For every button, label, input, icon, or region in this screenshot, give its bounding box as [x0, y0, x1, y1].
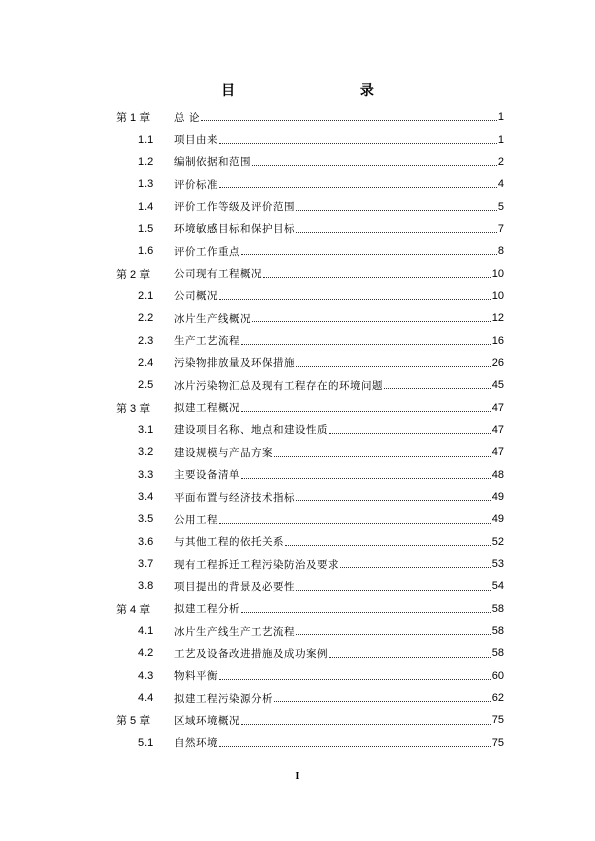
toc-title: 目 录 [221, 83, 434, 99]
toc-section-entry[interactable] [116, 508, 504, 530]
toc-entry-number: 2.5 [138, 379, 154, 392]
toc-section-entry[interactable] [116, 732, 504, 754]
toc-entry-title: 冰片生产线生产工艺流程 [174, 625, 295, 638]
toc-entry-number: 3.8 [138, 580, 154, 593]
toc-entry-number: 4.4 [138, 692, 154, 705]
toc-entry-number: 1.2 [138, 155, 154, 168]
dot-leader [252, 164, 497, 166]
toc-entry-number: 2.1 [138, 289, 154, 302]
toc-entry-page: 26 [491, 356, 504, 369]
toc-entry-page: 48 [491, 468, 504, 481]
toc-entry-title: 与其他工程的依托关系 [174, 536, 284, 549]
toc-entry-number: 3.2 [138, 446, 154, 459]
toc-entry-page: 49 [491, 491, 504, 504]
toc-entry-title: 物料平衡 [174, 670, 218, 683]
toc-entry-number: 第 3 章 [116, 402, 151, 415]
toc-list [116, 106, 504, 754]
page-number: I [295, 771, 300, 782]
toc-section-entry[interactable] [116, 687, 504, 709]
toc-entry-page: 47 [491, 401, 504, 414]
toc-entry-number: 3.6 [138, 535, 154, 548]
toc-entry-page: 58 [491, 602, 504, 615]
toc-entry-page: 45 [491, 379, 504, 392]
toc-entry-number: 2.2 [138, 312, 154, 325]
toc-entry-page: 47 [491, 446, 504, 459]
dot-leader [252, 320, 491, 322]
dot-leader [340, 566, 491, 568]
toc-section-entry[interactable] [116, 151, 504, 173]
toc-chapter-entry[interactable] [116, 396, 504, 418]
toc-entry-page: 8 [497, 245, 504, 258]
toc-entry-number: 4.1 [138, 625, 154, 638]
toc-entry-page: 7 [497, 222, 504, 235]
dot-leader [241, 723, 491, 725]
toc-entry-title: 评价工作等级及评价范围 [174, 201, 295, 214]
toc-chapter-entry[interactable] [116, 709, 504, 731]
toc-section-entry[interactable] [116, 307, 504, 329]
toc-entry-title: 评价标准 [174, 178, 218, 191]
toc-entry-title: 项目提出的背景及必要性 [174, 580, 295, 593]
toc-entry-title: 污染物排放量及环保措施 [174, 357, 295, 370]
dot-leader [241, 410, 491, 412]
toc-section-entry[interactable] [116, 575, 504, 597]
toc-entry-number: 1.6 [138, 245, 154, 258]
toc-entry-number: 第 1 章 [116, 112, 151, 125]
toc-entry-page: 53 [491, 558, 504, 571]
toc-entry-title: 项目由来 [174, 134, 218, 147]
toc-entry-page: 52 [491, 535, 504, 548]
toc-entry-title: 公司概况 [174, 290, 218, 303]
toc-entry-title: 建设项目名称、地点和建设性质 [174, 424, 328, 437]
toc-entry-title: 冰片生产线概况 [174, 312, 251, 325]
toc-entry-title: 拟建工程概况 [174, 402, 240, 415]
dot-leader [296, 633, 491, 635]
dot-leader [296, 231, 497, 233]
toc-entry-title: 工艺及设备改进措施及成功案例 [174, 647, 328, 660]
toc-entry-number: 2.4 [138, 356, 154, 369]
toc-entry-number: 第 4 章 [116, 603, 151, 616]
dot-leader [296, 499, 491, 501]
dot-leader [274, 700, 491, 702]
toc-section-entry[interactable] [116, 531, 504, 553]
toc-entry-title: 区域环境概况 [174, 714, 240, 727]
toc-entry-title: 拟建工程分析 [174, 603, 240, 616]
toc-entry-title: 建设规模与产品方案 [174, 446, 273, 459]
toc-section-entry[interactable] [116, 329, 504, 351]
toc-entry-page: 2 [497, 155, 504, 168]
toc-entry-page: 58 [491, 625, 504, 638]
toc-section-entry[interactable] [116, 642, 504, 664]
toc-entry-title: 环境敏感目标和保护目标 [174, 223, 295, 236]
dot-leader [241, 343, 491, 345]
toc-section-entry[interactable] [116, 218, 504, 240]
dot-leader [241, 611, 491, 613]
toc-entry-title: 总 论 [174, 111, 200, 124]
dot-leader [263, 276, 491, 278]
toc-entry-page: 54 [491, 580, 504, 593]
toc-section-entry[interactable] [116, 173, 504, 195]
toc-entry-page: 10 [491, 267, 504, 280]
toc-entry-number: 第 2 章 [116, 268, 151, 281]
dot-leader [296, 209, 497, 211]
dot-leader [241, 477, 491, 479]
toc-entry-number: 1.1 [138, 133, 154, 146]
dot-leader [285, 544, 491, 546]
toc-entry-page: 62 [491, 692, 504, 705]
toc-entry-number: 4.3 [138, 669, 154, 682]
dot-leader [219, 522, 491, 524]
toc-entry-number: 1.4 [138, 200, 154, 213]
toc-section-entry[interactable] [116, 553, 504, 575]
toc-entry-number: 3.1 [138, 423, 154, 436]
toc-entry-title: 冰片污染物汇总及现有工程存在的环境问题 [174, 379, 383, 392]
dot-leader [219, 142, 497, 144]
dot-leader [219, 186, 497, 188]
toc-section-entry[interactable] [116, 128, 504, 150]
dot-leader [296, 589, 491, 591]
toc-entry-number: 3.4 [138, 491, 154, 504]
dot-leader [329, 656, 491, 658]
toc-entry-number: 3.7 [138, 558, 154, 571]
toc-entry-number: 4.2 [138, 647, 154, 660]
toc-entry-page: 58 [491, 647, 504, 660]
toc-entry-page: 12 [491, 312, 504, 325]
toc-entry-page: 10 [491, 289, 504, 302]
toc-entry-number: 3.5 [138, 513, 154, 526]
toc-section-entry[interactable] [116, 665, 504, 687]
toc-section-entry[interactable] [116, 441, 504, 463]
toc-entry-number: 3.3 [138, 468, 154, 481]
toc-entry-title: 公用工程 [174, 513, 218, 526]
toc-entry-title: 现有工程拆迁工程污染防治及要求 [174, 558, 339, 571]
toc-entry-number: 5.1 [138, 736, 154, 749]
toc-chapter-entry[interactable] [116, 598, 504, 620]
toc-entry-title: 自然环境 [174, 737, 218, 750]
dot-leader [241, 253, 497, 255]
toc-entry-title: 公司现有工程概况 [174, 268, 262, 281]
toc-entry-page: 1 [497, 111, 504, 124]
toc-entry-page: 5 [497, 200, 504, 213]
toc-entry-page: 75 [491, 714, 504, 727]
dot-leader [201, 119, 497, 121]
dot-leader [219, 745, 491, 747]
toc-entry-title: 平面布置与经济技术指标 [174, 491, 295, 504]
toc-section-entry[interactable] [116, 419, 504, 441]
toc-entry-title: 生产工艺流程 [174, 335, 240, 348]
toc-entry-title: 拟建工程污染源分析 [174, 692, 273, 705]
dot-leader [219, 298, 491, 300]
toc-section-entry[interactable] [116, 486, 504, 508]
toc-entry-number: 1.5 [138, 222, 154, 235]
toc-entry-page: 16 [491, 334, 504, 347]
toc-entry-page: 60 [491, 669, 504, 682]
toc-section-entry[interactable] [116, 352, 504, 374]
toc-entry-number: 2.3 [138, 334, 154, 347]
toc-section-entry[interactable] [116, 374, 504, 396]
toc-entry-title: 主要设备清单 [174, 469, 240, 482]
toc-entry-title: 评价工作重点 [174, 245, 240, 258]
dot-leader [274, 455, 491, 457]
dot-leader [384, 387, 491, 389]
toc-entry-page: 1 [497, 133, 504, 146]
toc-section-entry[interactable] [116, 195, 504, 217]
toc-section-entry[interactable] [116, 620, 504, 642]
toc-section-entry[interactable] [116, 464, 504, 486]
toc-entry-page: 47 [491, 423, 504, 436]
dot-leader [296, 365, 491, 367]
toc-entry-page: 75 [491, 736, 504, 749]
toc-chapter-entry[interactable] [116, 106, 504, 128]
toc-section-entry[interactable] [116, 285, 504, 307]
toc-entry-number: 1.3 [138, 178, 154, 191]
dot-leader [219, 678, 491, 680]
toc-entry-page: 49 [491, 513, 504, 526]
toc-entry-number: 第 5 章 [116, 715, 151, 728]
toc-section-entry[interactable] [116, 240, 504, 262]
toc-entry-title: 编制依据和范围 [174, 156, 251, 169]
dot-leader [329, 432, 491, 434]
toc-chapter-entry[interactable] [116, 262, 504, 284]
toc-entry-page: 4 [497, 178, 504, 191]
